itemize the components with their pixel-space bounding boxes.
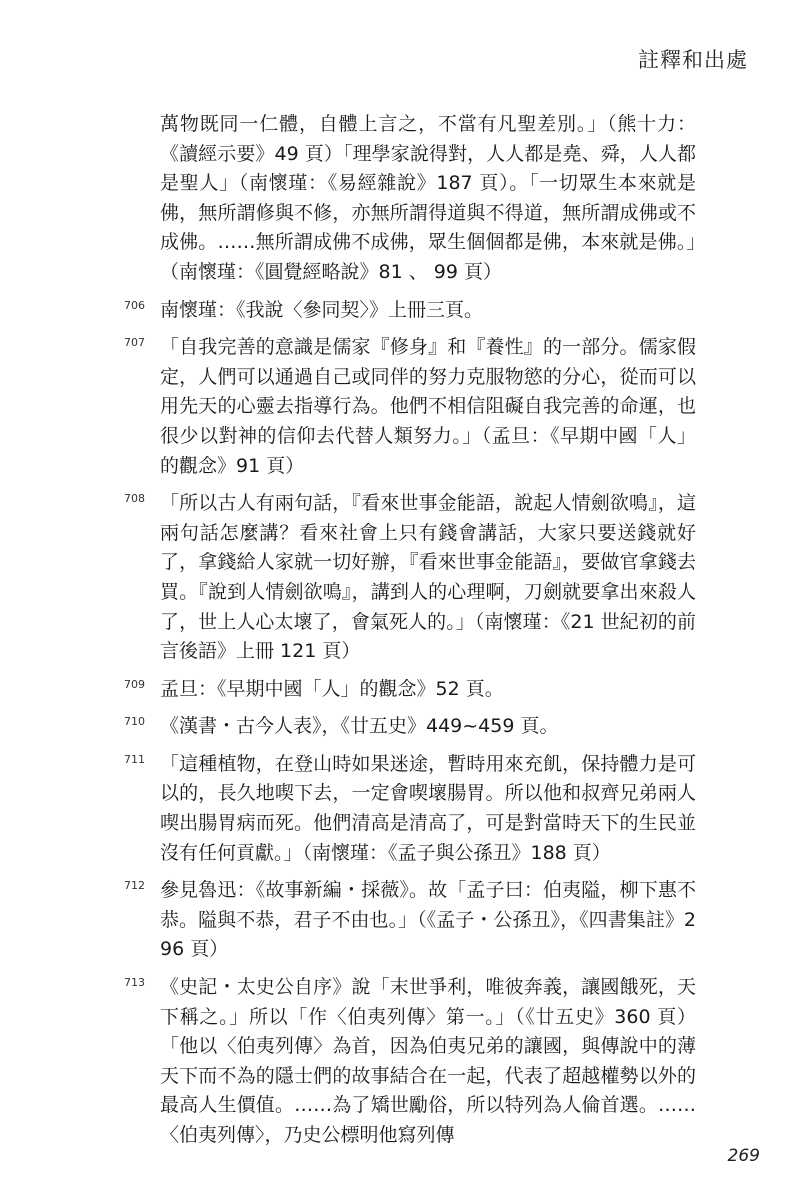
footnote-706 bbox=[0, 296, 800, 326]
footnote-number: 712 bbox=[124, 879, 145, 893]
footnote-text: 南懷瑾：《我說〈參同契〉》上冊三頁。 bbox=[160, 298, 484, 321]
footnote-713 bbox=[0, 973, 800, 1151]
footnote-number: 707 bbox=[124, 336, 145, 350]
footnote-number: 711 bbox=[124, 752, 145, 766]
footnote-text: 「所以古人有兩句話，『看來世事金能語，說起人情劍欲鳴』，這兩句話怎麼講？看來社會上只有錢會講話，大家只要送錢就好了，拿錢給人家就一切好辦，『看來世事金能語』，要做官拿錢去買。『說到人情劍欲鳴』，講到人的心理啊，刀劍就要拿出來殺人了，世上人心太壞了，會氣死人的。」（南懷瑾：《21 世紀初的前言後語》上冊 121 頁） bbox=[160, 492, 696, 663]
footnote-709 bbox=[0, 675, 800, 705]
footnote-text: 「自我完善的意識是儒家『修身』和『養性』的一部分。儒家假定，人們可以通過自己或同伴的努力克服物慾的分心，從而可以用先天的心靈去指導行為。他們不相信阻礙自我完善的命運，也很少以對神的信仰去代替人類努力。」（孟旦：《早期中國「人」的觀念》91 頁） bbox=[160, 336, 696, 477]
footnote-number: 708 bbox=[124, 492, 145, 506]
running-header: 註釋和出處 bbox=[638, 48, 748, 72]
footnote-text: 《史記・太史公自序》說「末世爭利，唯彼奔義，讓國餓死，天下稱之。」所以「作〈伯夷列傳〉第一。」（《廿五史》360 頁）「他以〈伯夷列傳〉為首，因為伯夷兄弟的讓國，與傳說中的薄天下而不為的隱士們的故事結合在一起，代表了超越權勢以外的最高人生價值。……為了矯世勵俗，所以特列為人倫首選。……〈伯夷列傳〉，乃史公標明他寫列傳 bbox=[160, 976, 696, 1146]
footnote-text: 「這種植物，在登山時如果迷途，暫時用來充飢，保持體力是可以的，長久地喫下去，一定會喫壞腸胃。所以他和叔齊兄弟兩人喫出腸胃病而死。他們清高是清高了，可是對當時天下的生民並沒有任何貢獻。」（南懷瑾：《孟子與公孫丑》188 頁） bbox=[160, 752, 696, 864]
footnote-712 bbox=[0, 876, 800, 965]
footnote-text: 參見魯迅：《故事新編・採薇》。故「孟子曰：伯夷隘，柳下惠不恭。隘與不恭，君子不由也。」（《孟子・公孫丑》，《四書集註》296 頁） bbox=[160, 879, 696, 961]
footnote-707 bbox=[0, 333, 800, 481]
footnote-text: 萬物既同一仁體，自體上言之，不當有凡聖差別。」（熊十力：《讀經示要》49 頁）「理學家說得對，人人都是堯、舜，人人都是聖人」（南懷瑾：《易經雜說》187 頁）。「一切眾生本來就是佛，無所謂修與不修，亦無所謂得道與不得道，無所謂成佛或不成佛。……無所謂成佛不成佛，眾生個個都是佛，本來就是佛。」（南懷瑾：《圓覺經略說》81 、 99 頁） bbox=[160, 113, 696, 283]
footnote-text: 《漢書・古今人表》，《廿五史》449~459 頁。 bbox=[160, 715, 559, 738]
footnote-number: 709 bbox=[124, 677, 145, 691]
page-number: 269 bbox=[727, 1146, 760, 1166]
footnote-710 bbox=[0, 712, 800, 742]
footnote-text: 孟旦：《早期中國「人」的觀念》52 頁。 bbox=[160, 677, 504, 700]
footnote-number: 706 bbox=[124, 298, 145, 312]
footnote-continued bbox=[0, 110, 800, 288]
footnote-number: 713 bbox=[124, 976, 145, 990]
footnote-708 bbox=[0, 489, 800, 667]
footnotes-section bbox=[0, 110, 800, 1151]
footnote-711 bbox=[0, 750, 800, 868]
footnote-number: 710 bbox=[124, 715, 145, 729]
